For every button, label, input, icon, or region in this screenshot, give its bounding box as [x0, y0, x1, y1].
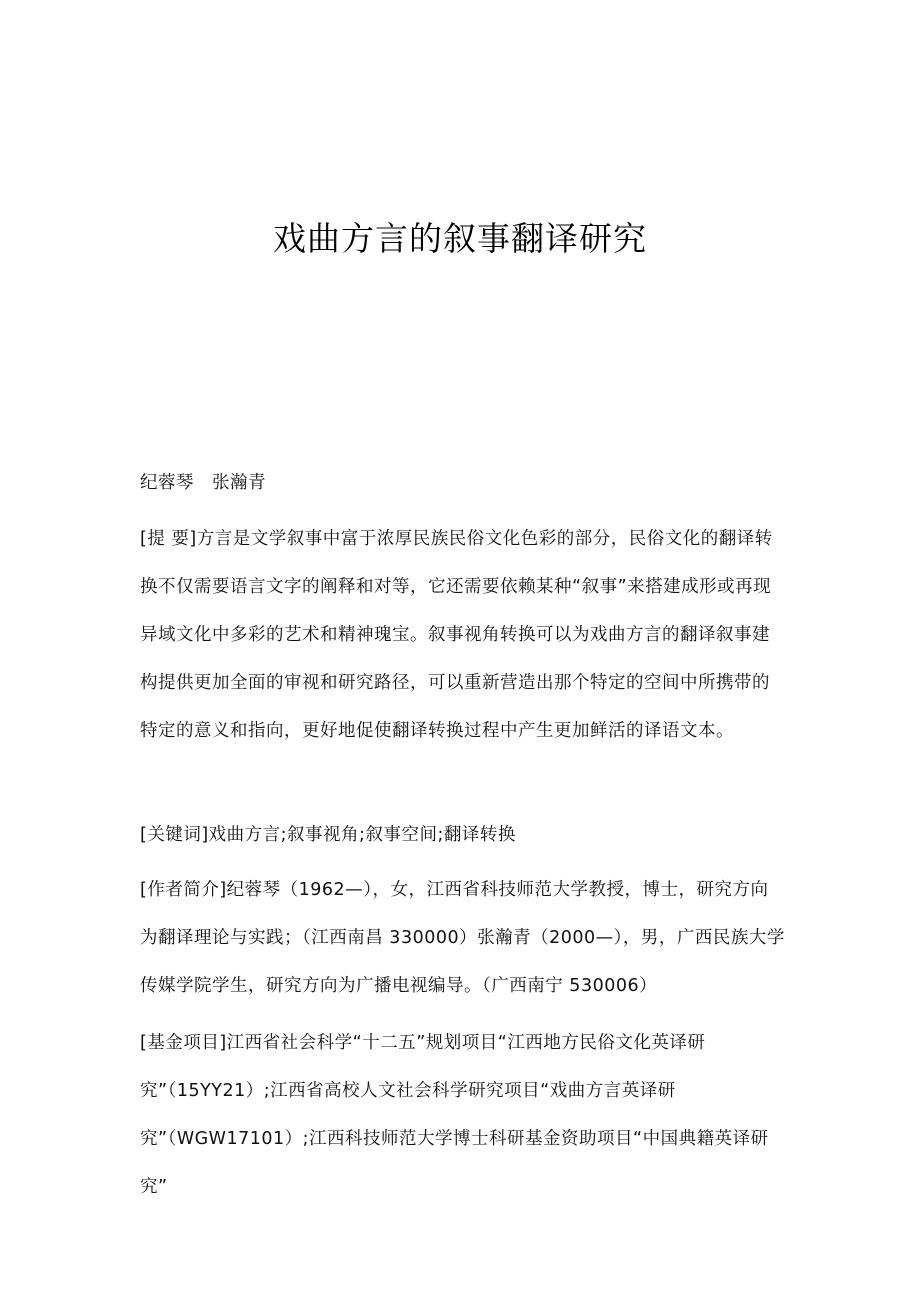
- abstract-text: 方言是文学叙事中富于浓厚民族民俗文化色彩的部分，民俗文化的翻译转换不仅需要语言文字的阐释和对等，它还需要依赖某种“叙事”来搭建成形或再现异域文化中多彩的艺术和精神瑰宝。叙事视角转换可以为戏曲方言的翻译叙事建构提供更加全面的审视和研究路径，可以重新营造出那个特定的空间中所携带的特定的意义和指向，更好地促使翻译转换过程中产生更加鲜活的译语文本。: [140, 529, 773, 741]
- fund-paragraph: [140, 1019, 785, 1211]
- keywords-paragraph: [140, 811, 785, 859]
- bio-text: 纪蓉琴（1962—），女，江西省科技师范大学教授，博士，研究方向为翻译理论与实践；（江西南昌 330000）张瀚青（2000—），男，广西民族大学传媒学院学生，研究方向为广播电视编导。（广西南宁 530006）: [140, 880, 785, 996]
- author-2: 张瀚青: [212, 473, 266, 493]
- document-title: 戏曲方言的叙事翻译研究: [273, 219, 647, 258]
- author-bio-paragraph: [140, 866, 785, 1010]
- fund-label: [基金项目]: [140, 1033, 227, 1053]
- author-1: 纪蓉琴: [140, 473, 194, 493]
- abstract-paragraph: [140, 515, 785, 755]
- keywords-text: 戏曲方言;叙事视角;叙事空间;翻译转换: [208, 825, 516, 845]
- bio-label: [作者简介]: [140, 880, 227, 900]
- author-line: [140, 459, 785, 507]
- abstract-label: [提 要]: [140, 529, 197, 549]
- keywords-label: [关键词]: [140, 825, 209, 845]
- fund-text: 江西省社会科学“十二五”规划项目“江西地方民俗文化英译研究”（15YY21）;江西省高校人文社会科学研究项目“戏曲方言英译研究”（WGW17101）;江西科技师范大学博士科研基金资助项目“中国典籍英译研究”: [140, 1033, 769, 1197]
